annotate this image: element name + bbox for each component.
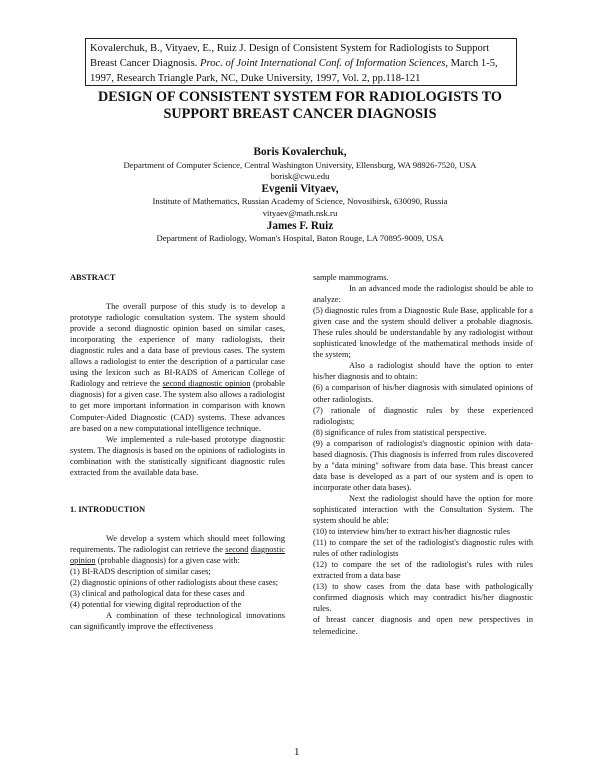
- list-item: (9) a comparison of radiologist's diagnostic opinion with data-based diagnosis. (This diagnosis is inferred from rules discovered by a "data mining" software from data base. This breast cancer data base is developed as a part of our system and is open to incorporate other data bases).: [313, 438, 533, 492]
- paragraph: sample mammograms.: [313, 273, 389, 282]
- abstract-paragraph: We implemented a rule-based prototype diagnostic system. The diagnosis is based on the opinions of radiologists in combination with the statistically significant diagnostic rules extracted from the available data base.: [70, 434, 285, 477]
- author-name: Evgenii Vityaev,: [261, 182, 339, 195]
- list-item: (1) BI-RADS description of similar cases;: [70, 566, 211, 576]
- citation-line-2: Breast Cancer Diagnosis. Proc. of Joint International Conf. of Information Sciences, March 1-5,: [90, 58, 498, 69]
- list-item: (4) potential for viewing digital reproduction of the: [70, 600, 242, 610]
- author-name: James F. Ruiz: [266, 219, 334, 232]
- citation-line-1: Kovalerchuk, B., Vityaev, E., Ruiz J. Design of Consistent System for Radiologists to Support: [90, 43, 490, 54]
- introduction-paragraph: A combination of these technological innovations can significantly improve the effectiveness: [70, 611, 285, 632]
- introduction-heading: 1. INTRODUCTION: [70, 504, 146, 514]
- author-email: borisk@cwu.edu: [270, 171, 330, 182]
- citation-line-3: 1997, Research Triangle Park, NC, Duke University, 1997, Vol. 2, pp.118-121: [90, 73, 421, 84]
- paragraph: of breast cancer diagnosis and open new perspectives in telemedicine.: [313, 615, 533, 636]
- list-item: (2) diagnostic opinions of other radiologists about these cases;: [70, 578, 279, 588]
- left-column: [70, 272, 285, 632]
- paper-title: DESIGN OF CONSISTENT SYSTEM FOR RADIOLOGISTS TO SUPPORT BREAST CANCER DIAGNOSIS: [98, 89, 502, 122]
- list-item: (12) to compare the set of the radiologist's rules with rules extracted from a data base: [313, 560, 533, 581]
- list-item: (3) clinical and pathological data for these cases and: [70, 589, 245, 599]
- right-column: [313, 272, 533, 637]
- page-number: 1: [294, 746, 300, 758]
- list-item: (5) diagnostic rules from a Diagnostic Rule Base, applicable for a given case and the system should deliver a probable diagnosis. These rules should be understandable by any radiologist without sophisticated knowledge of the mathematical methods inside of the system;: [313, 306, 533, 360]
- author-affiliation: Department of Radiology, Woman's Hospital, Baton Rouge, LA 70895-9009, USA: [156, 233, 444, 244]
- introduction-paragraph: We develop a system which should meet following requirements. The radiologist can retrieve the second diagnostic opinion (probable diagnosis) for a given case with:: [70, 533, 285, 565]
- list-item: (11) to compare the set of the radiologist's diagnostic rules with rules of other radiologists: [313, 538, 533, 559]
- list-item: (8) significance of rules from statistical perspective.: [313, 427, 487, 437]
- paragraph: Next the radiologist should have the option for more sophisticated interaction with the Consultation System. The system should be able:: [313, 493, 533, 526]
- list-item: (13) to show cases from the data base with pathologically confirmed diagnosis which may contradict his/her diagnostic rules.: [313, 582, 533, 614]
- author-block: [40, 146, 560, 245]
- author-name: Boris Kovalerchuk,: [253, 146, 347, 158]
- list-item: (6) a comparison of his/her diagnosis with simulated opinions of other radiologists.: [313, 383, 533, 404]
- paragraph: In an advanced mode the radiologist should be able to analyze:: [313, 284, 533, 305]
- list-item: (7) rationale of diagnostic rules by these experienced radiologists;: [313, 405, 533, 426]
- paragraph: Also a radiologist should have the option to enter his/her diagnosis and to obtain:: [313, 361, 533, 382]
- author-email: vityaev@math.nsk.ru: [262, 208, 338, 219]
- abstract-heading: ABSTRACT: [70, 273, 116, 282]
- abstract-paragraph: The overall purpose of this study is to develop a prototype radiologic consultation system. The system should provide a second diagnostic opinion based on similar cases, incorporating the experience of many radiologists, their diagnostic rules and a data base of previous cases. The system allows a radiologist to enter the description of a particular case using the lexicon such as BI-RADS of American College of Radiology and retrieve the second diagnostic opinion (probable diagnosis) for a given case. The system also allows a radiologist to get more important information in comparison with known Computer-Aided Diagnostic (CAD) systems. These advances are based on a new computational intelligence technique.: [70, 302, 285, 433]
- author-affiliation: Department of Computer Science, Central Washington University, Ellensburg, WA 98926-7520, USA: [123, 159, 477, 170]
- list-item: (10) to interview him/her to extract his/her diagnostic rules: [313, 527, 510, 537]
- citation-box: [85, 38, 517, 86]
- author-affiliation: Institute of Mathematics, Russian Academy of Science, Novosibirsk, 630090, Russia: [152, 196, 448, 207]
